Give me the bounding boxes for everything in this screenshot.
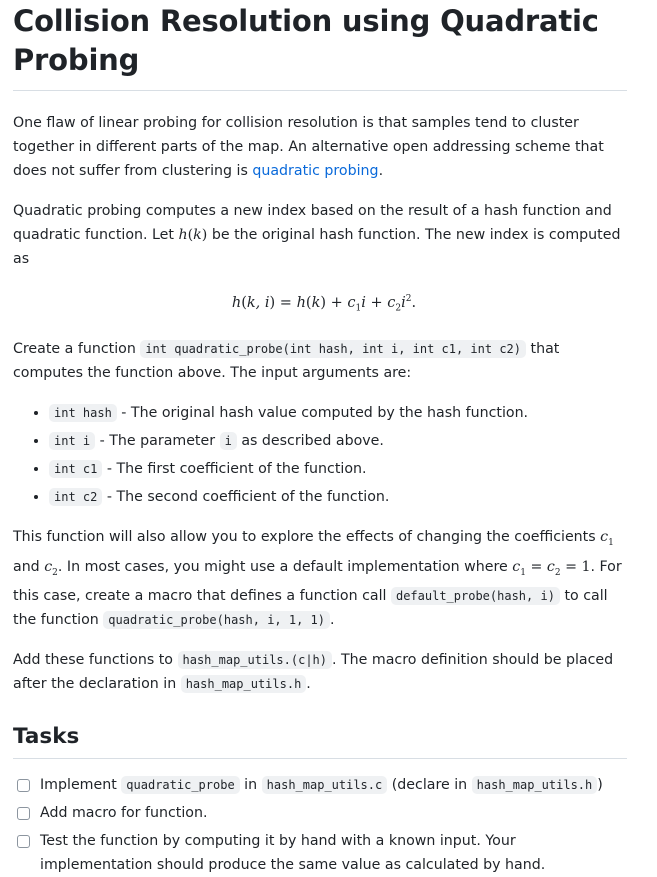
intro-text: One flaw of linear probing for collision resolution is that samples tend to cluster together in different parts of the map. An alternative open addressing scheme that does not suffer from clustering is xyxy=(13,115,604,179)
create-function-text-b: that computes the function above. The input arguments are: xyxy=(13,340,560,381)
files-paragraph xyxy=(13,648,627,696)
arg-text: - The original hash value computed by the hash function. xyxy=(116,404,529,421)
coeff-text-c: . In most cases, you might use a default implementation where xyxy=(57,558,513,575)
page-title: Collision Resolution using Quadratic Probing xyxy=(13,0,627,91)
list-item xyxy=(49,401,627,425)
arg-text: - The parameter xyxy=(95,432,220,449)
arguments-list xyxy=(13,401,627,509)
coeff-text-a: This function will also allow you to explore the effects of changing the coefficients xyxy=(13,528,601,545)
task-code-header: hash_map_utils.h xyxy=(472,776,598,794)
quadratic-probe-call-code: quadratic_probe(hash, i, 1, 1) xyxy=(103,611,330,629)
formula-display: h(k, $i) = h(k) + c_1i + c_2i^2$. xyxy=(231,294,417,314)
list-item xyxy=(49,429,627,453)
utils-files-code: hash_map_utils.(c|h) xyxy=(178,651,333,669)
files-text-b: . The macro definition should be placed after the declaration in xyxy=(13,652,614,693)
task-item xyxy=(17,829,627,877)
math-c1: $c_1$ xyxy=(600,528,614,548)
task-checkbox[interactable] xyxy=(17,779,30,792)
coeff-text-d: . For this case, create a macro that defines a function call xyxy=(13,558,622,605)
coeff-text-e: to call the function xyxy=(13,588,608,629)
definition-text-b: be the original hash function. The new index is computed as xyxy=(13,227,621,267)
function-signature-code: int quadratic_probe(int hash, int i, int c1, int c2) xyxy=(140,340,526,358)
list-item xyxy=(49,485,627,509)
task-list xyxy=(13,773,627,877)
task-checkbox[interactable] xyxy=(17,807,30,820)
task-checkbox[interactable] xyxy=(17,835,30,848)
task-text xyxy=(40,773,627,797)
list-item xyxy=(49,457,627,481)
files-text-a: Add these functions to xyxy=(13,652,178,669)
utils-header-code: hash_map_utils.h xyxy=(181,675,307,693)
task-text-c: (declare in xyxy=(387,777,472,794)
arg-code: int c2 xyxy=(49,488,102,506)
arg-code-inline: i xyxy=(220,432,237,450)
task-text-a: Implement xyxy=(40,777,122,794)
task-item xyxy=(17,801,627,825)
task-code-function: quadratic_probe xyxy=(121,776,239,794)
arg-code: int hash xyxy=(49,404,117,422)
task-text: Test the function by computing it by hand with a known input. Your implementation should produce the same value as calculated by hand. xyxy=(40,833,546,874)
create-function-paragraph xyxy=(13,337,627,385)
arg-code: int c1 xyxy=(49,460,102,478)
definition-text-a: Quadratic probing computes a new index based on the result of a hash function and quadratic function. Let xyxy=(13,203,612,243)
task-text-d: ) xyxy=(597,777,603,794)
intro-paragraph xyxy=(13,111,627,183)
arg-text: - The first coefficient of the function. xyxy=(102,460,367,477)
files-text-c: . xyxy=(306,676,311,693)
default-probe-code: default_probe(hash, i) xyxy=(391,587,560,605)
task-text-b: in xyxy=(239,777,262,794)
arg-code: int i xyxy=(49,432,95,450)
definition-paragraph xyxy=(13,199,627,271)
intro-end: . xyxy=(378,163,384,179)
task-code-source: hash_map_utils.c xyxy=(262,776,388,794)
create-function-text-a: Create a function xyxy=(13,340,141,357)
math-hk: h(k) xyxy=(178,227,208,243)
math-c1-eq-c2: $c_1 = c_2 = 1$ xyxy=(512,558,591,578)
tasks-heading: Tasks xyxy=(13,722,627,759)
coeff-text-f: . xyxy=(330,612,335,629)
coeff-text-b: and xyxy=(13,558,45,575)
arg-text-end: as described above. xyxy=(236,432,384,449)
quadratic-probing-link[interactable]: quadratic probing xyxy=(252,163,379,179)
task-text: Add macro for function. xyxy=(40,805,208,822)
math-c2: $c_2$ xyxy=(44,558,58,578)
task-item xyxy=(17,773,627,797)
arg-text: - The second coefficient of the function. xyxy=(102,488,390,505)
coefficients-paragraph xyxy=(13,525,627,633)
